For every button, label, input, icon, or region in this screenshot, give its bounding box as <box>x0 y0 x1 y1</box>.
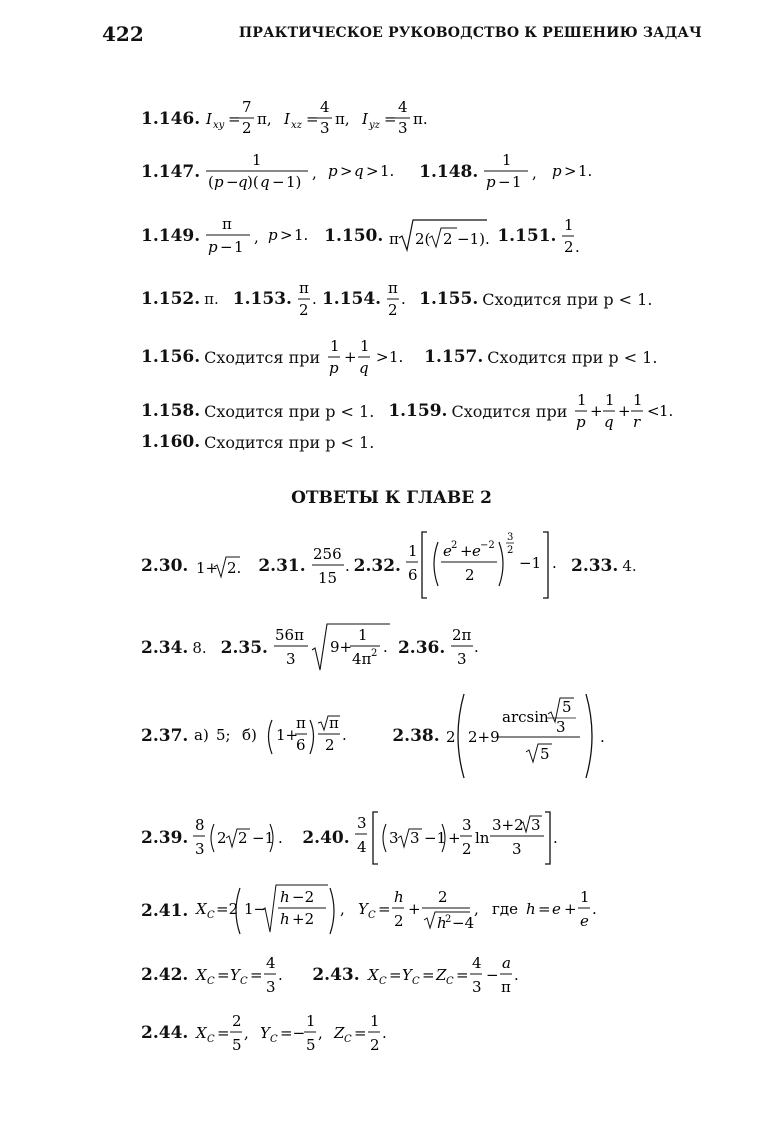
svg-text:e: e <box>442 542 452 560</box>
svg-text:2: 2 <box>242 119 252 137</box>
svg-text:1: 1 <box>512 173 522 191</box>
answer-number: 2.41. <box>141 901 189 921</box>
answer-formula <box>192 880 672 942</box>
answer-number: 2.30. <box>141 556 189 576</box>
answer-formula <box>567 390 687 432</box>
answer-formula <box>204 214 324 258</box>
svg-text:e: e <box>580 912 590 930</box>
answer-number: 2.35. <box>220 638 268 658</box>
svg-text:π: π <box>222 215 233 233</box>
answer-formula <box>192 812 302 864</box>
answer-2-39-2-40 <box>141 808 574 868</box>
svg-text:9+: 9+ <box>329 638 353 656</box>
svg-text:p: p <box>208 238 218 256</box>
svg-text:3: 3 <box>506 532 514 543</box>
answer-2-44 <box>141 1010 452 1056</box>
svg-text:>: > <box>340 162 353 180</box>
svg-text:3: 3 <box>195 840 205 858</box>
answer-number: 2.38. <box>392 726 440 746</box>
svg-text:1: 1 <box>370 1012 380 1030</box>
svg-text:C: C <box>378 976 387 987</box>
answer-formula <box>444 690 624 782</box>
answer-number: 1.147. <box>141 162 201 182</box>
answer-formula <box>272 620 398 676</box>
svg-text:15: 15 <box>317 569 337 587</box>
svg-text:=: = <box>538 900 551 918</box>
svg-text:Y: Y <box>401 966 412 984</box>
svg-text:1: 1 <box>577 391 587 409</box>
svg-text:6: 6 <box>296 736 306 754</box>
svg-text:+: + <box>408 900 421 918</box>
svg-text:(: ( <box>208 173 215 191</box>
answer-formula <box>310 531 354 601</box>
svg-text:>: > <box>366 162 379 180</box>
svg-text:−1: −1 <box>423 829 446 847</box>
svg-text:3: 3 <box>471 978 482 996</box>
svg-text:xz: xz <box>291 120 303 131</box>
svg-text:π: π <box>388 279 398 297</box>
answer-2-41 <box>141 880 672 942</box>
svg-text:1: 1 <box>360 337 370 355</box>
answer-number: 1.156. <box>141 347 201 367</box>
answer-number: 1.148. <box>419 162 479 182</box>
svg-text:1.: 1. <box>389 348 404 366</box>
answer-value: 4. <box>622 557 637 575</box>
svg-text:2: 2 <box>564 238 575 256</box>
answer-1-156-1-157 <box>141 336 657 378</box>
answer-text: Сходится при p < 1. <box>487 347 658 367</box>
svg-text:.: . <box>592 900 598 918</box>
svg-text:=: = <box>421 966 435 984</box>
answer-formula <box>192 690 392 782</box>
svg-text:1: 1 <box>580 888 590 906</box>
svg-text:h: h <box>437 914 447 932</box>
answer-number: 1.154. <box>321 289 382 309</box>
answer-formula <box>387 214 497 258</box>
svg-text:.: . <box>401 290 406 308</box>
svg-text:а): а) <box>194 726 210 744</box>
svg-text:.: . <box>474 638 480 656</box>
answer-1-146 <box>141 100 534 138</box>
svg-text:π,: π, <box>257 110 272 128</box>
svg-text:,: , <box>474 900 480 918</box>
svg-text:2.: 2. <box>227 559 242 577</box>
answer-formula <box>320 336 410 378</box>
svg-text:.: . <box>382 1024 388 1042</box>
svg-text:4: 4 <box>356 838 367 856</box>
svg-text:−1: −1 <box>518 554 542 572</box>
svg-text:.: . <box>513 966 519 984</box>
answer-value: 8. <box>192 639 207 657</box>
svg-text:q: q <box>354 162 364 180</box>
svg-text:2: 2 <box>232 1012 242 1030</box>
svg-text:I: I <box>284 110 291 128</box>
svg-text:1+: 1+ <box>276 726 299 744</box>
svg-text:π: π <box>389 230 400 248</box>
svg-text:4: 4 <box>320 100 330 116</box>
svg-text:X: X <box>196 900 208 918</box>
answer-1-152-1-155 <box>141 278 652 320</box>
svg-text:p: p <box>552 162 562 180</box>
svg-text:2: 2 <box>438 888 448 906</box>
svg-text:=2: =2 <box>216 900 239 918</box>
svg-text:5: 5 <box>232 1036 242 1054</box>
svg-text:1: 1 <box>234 238 244 256</box>
svg-text:3: 3 <box>457 650 467 668</box>
svg-text:2: 2 <box>217 829 227 847</box>
svg-text:C: C <box>207 976 215 987</box>
svg-text:−1: −1 <box>252 829 275 847</box>
svg-text:Y: Y <box>230 966 241 984</box>
svg-text:e: e <box>471 542 481 560</box>
svg-text:−: − <box>226 173 239 191</box>
answer-formula <box>449 620 483 676</box>
svg-text:π: π <box>296 714 307 732</box>
svg-text:.: . <box>278 829 284 847</box>
svg-text:π.: π. <box>413 110 428 128</box>
svg-text:π,: π, <box>335 110 350 128</box>
svg-text:<: < <box>647 402 661 420</box>
svg-text:1: 1 <box>306 1012 316 1030</box>
svg-text:C: C <box>240 976 248 987</box>
answer-number: 2.40. <box>302 828 350 848</box>
answer-2-42-2-43 <box>141 952 564 998</box>
svg-text:X: X <box>367 966 379 984</box>
svg-text:Z: Z <box>334 1024 345 1042</box>
svg-text:−: − <box>498 173 511 191</box>
svg-text:=: = <box>217 966 230 984</box>
svg-text:=: = <box>388 966 402 984</box>
svg-text:.: . <box>551 554 557 572</box>
svg-text:5;: 5; <box>216 726 231 744</box>
svg-text:3: 3 <box>555 718 566 736</box>
svg-text:C: C <box>270 1034 278 1045</box>
svg-text:q: q <box>260 173 270 191</box>
answer-formula <box>364 952 564 998</box>
svg-text:3: 3 <box>511 840 522 858</box>
answer-number: 1.146. <box>141 109 201 129</box>
svg-text:1: 1 <box>252 152 262 169</box>
svg-text:2: 2 <box>445 914 452 925</box>
svg-text:>: > <box>564 162 577 180</box>
answer-value: π. <box>204 290 219 308</box>
svg-text:2(: 2( <box>415 230 431 248</box>
svg-text:q: q <box>359 359 369 377</box>
answer-formula <box>296 278 322 320</box>
svg-text:56π: 56π <box>274 626 304 644</box>
svg-text:3+2: 3+2 <box>491 816 524 834</box>
answer-number: 2.37. <box>141 726 189 746</box>
svg-text:3: 3 <box>285 650 296 668</box>
answer-formula <box>482 152 622 192</box>
svg-text:π: π <box>329 714 340 732</box>
svg-text:π: π <box>298 279 309 297</box>
svg-text:h: h <box>394 888 404 906</box>
svg-text:=: = <box>354 1024 367 1042</box>
svg-text:=: = <box>378 900 391 918</box>
svg-text:1.: 1. <box>659 402 674 420</box>
svg-text:2: 2 <box>461 840 472 858</box>
answer-number: 1.152. <box>141 289 201 309</box>
answer-number: 2.32. <box>353 556 401 576</box>
svg-text:+: + <box>459 542 473 560</box>
answer-1-147-1-148 <box>141 152 622 192</box>
svg-text:h: h <box>280 910 290 928</box>
answer-formula <box>192 952 312 998</box>
svg-text:−: − <box>220 238 233 256</box>
svg-text:>: > <box>376 348 389 366</box>
svg-text:1: 1 <box>502 152 512 169</box>
svg-text:π: π <box>500 978 511 996</box>
svg-text:p: p <box>328 162 338 180</box>
svg-text:+: + <box>590 402 604 420</box>
svg-text:4: 4 <box>266 954 276 972</box>
svg-text:−: − <box>485 966 499 984</box>
svg-text:б): б) <box>242 726 258 744</box>
svg-text:4: 4 <box>471 954 482 972</box>
svg-text:1: 1 <box>605 391 615 409</box>
svg-text:,: , <box>340 900 346 918</box>
svg-text:h: h <box>280 888 290 906</box>
svg-text:−: − <box>272 173 285 191</box>
svg-text:где: где <box>492 900 519 918</box>
svg-text:7: 7 <box>242 100 252 116</box>
svg-text:1.: 1. <box>578 162 593 180</box>
svg-text:,: , <box>532 164 538 182</box>
svg-text:2: 2 <box>325 736 335 754</box>
svg-text:6: 6 <box>407 566 418 584</box>
svg-text:3: 3 <box>388 829 399 847</box>
svg-text:1: 1 <box>633 391 643 409</box>
answer-number: 1.158. <box>141 401 201 421</box>
svg-text:a: a <box>501 954 511 972</box>
page-number: 422 <box>102 22 144 46</box>
svg-text:=: = <box>217 1024 230 1042</box>
answer-2-37-2-38 <box>141 690 624 782</box>
answer-formula <box>560 214 590 258</box>
svg-text:=: = <box>228 110 241 128</box>
svg-text:2: 2 <box>506 545 514 556</box>
svg-text:xy: xy <box>213 120 225 131</box>
svg-text:.: . <box>552 829 558 847</box>
answer-number: 2.36. <box>397 638 446 658</box>
svg-text:h: h <box>526 900 536 918</box>
svg-text:ln: ln <box>474 829 490 847</box>
svg-text:=: = <box>306 110 319 128</box>
answer-formula <box>192 531 258 601</box>
answer-formula <box>354 808 574 868</box>
answer-number: 1.149. <box>141 226 201 246</box>
answer-1-149-1-151 <box>141 214 590 258</box>
svg-text:Y: Y <box>358 900 369 918</box>
svg-text:3: 3 <box>356 814 367 832</box>
svg-text:I: I <box>206 110 213 128</box>
svg-text:+: + <box>618 402 632 420</box>
svg-text:e: e <box>552 900 562 918</box>
answer-number: 1.155. <box>419 289 479 309</box>
svg-text:1: 1 <box>330 337 340 355</box>
svg-text:+: + <box>564 900 577 918</box>
answer-formula <box>405 528 571 604</box>
answer-number: 2.34. <box>141 638 189 658</box>
svg-text:r: r <box>633 413 641 431</box>
running-title: ПРАКТИЧЕСКОЕ РУКОВОДСТВО К РЕШЕНИЮ ЗАДАЧ <box>238 25 702 41</box>
svg-text:2+9: 2+9 <box>467 728 500 746</box>
svg-text:.: . <box>342 726 348 744</box>
svg-text:1: 1 <box>407 542 418 560</box>
svg-text:.: . <box>278 966 284 984</box>
svg-text:p: p <box>576 413 587 431</box>
svg-text:,: , <box>244 1024 250 1042</box>
svg-text:,: , <box>318 1024 324 1042</box>
svg-text:.: . <box>382 638 388 656</box>
svg-text:=: = <box>455 966 469 984</box>
svg-text:C: C <box>207 910 215 921</box>
svg-text:>: > <box>280 226 293 244</box>
svg-text:p: p <box>486 173 496 191</box>
answer-number: 1.160. <box>141 432 201 452</box>
svg-text:C: C <box>445 976 454 987</box>
answer-text: Сходится при <box>451 401 568 421</box>
svg-text:p: p <box>268 226 278 244</box>
svg-text:2: 2 <box>443 230 453 248</box>
answer-2-34-2-36 <box>141 620 483 676</box>
svg-text:C: C <box>344 1034 352 1045</box>
answer-number: 2.42. <box>141 965 189 985</box>
svg-text:2: 2 <box>394 912 404 930</box>
svg-text:2: 2 <box>298 301 309 319</box>
section-title: ОТВЕТЫ К ГЛАВЕ 2 <box>291 488 492 508</box>
answer-number: 1.159. <box>388 401 448 421</box>
answer-number: 2.31. <box>258 556 306 576</box>
answer-1-160 <box>141 432 374 452</box>
svg-text:arcsin: arcsin <box>501 708 549 726</box>
svg-text:−2: −2 <box>479 540 495 551</box>
svg-text:=−: =− <box>280 1024 306 1042</box>
svg-text:2: 2 <box>450 540 458 551</box>
svg-text:1: 1 <box>357 626 368 644</box>
svg-text:2: 2 <box>238 829 248 847</box>
page-header <box>102 22 702 46</box>
svg-text:8: 8 <box>195 816 205 834</box>
svg-text:2: 2 <box>445 728 456 746</box>
svg-text:I: I <box>362 110 369 128</box>
answer-text: Сходится при p < 1. <box>204 432 375 452</box>
answer-1-158-1-159 <box>141 390 687 432</box>
svg-text:.: . <box>599 728 605 746</box>
svg-text:Y: Y <box>260 1024 271 1042</box>
svg-text:X: X <box>196 966 208 984</box>
svg-text:3: 3 <box>530 816 541 834</box>
svg-text:1+: 1+ <box>196 559 219 577</box>
svg-text:C: C <box>368 910 376 921</box>
svg-text:2: 2 <box>388 301 398 319</box>
svg-text:2: 2 <box>464 566 475 584</box>
svg-text:1.: 1. <box>380 162 395 180</box>
svg-text:3: 3 <box>461 816 472 834</box>
answer-number: 2.43. <box>312 965 360 985</box>
svg-text:3: 3 <box>409 829 420 847</box>
answer-formula <box>192 1010 452 1056</box>
svg-text:q: q <box>604 413 615 431</box>
svg-text:3: 3 <box>320 119 330 137</box>
svg-text:C: C <box>411 976 420 987</box>
svg-text:+: + <box>344 348 357 366</box>
svg-text:)(: )( <box>247 173 259 191</box>
answer-text: Сходится при p < 1. <box>204 401 375 421</box>
svg-text:,: , <box>254 228 259 246</box>
svg-text:2: 2 <box>370 1036 380 1054</box>
answer-number: 1.157. <box>424 347 484 367</box>
svg-text:+2: +2 <box>292 910 315 928</box>
svg-text:1.: 1. <box>294 226 309 244</box>
answer-number: 2.39. <box>141 828 189 848</box>
answer-text: Сходится при <box>204 347 321 367</box>
svg-text:5: 5 <box>539 745 550 763</box>
svg-text:−1).: −1). <box>457 230 491 248</box>
answer-number: 1.150. <box>324 226 384 246</box>
answer-text: Сходится при p < 1. <box>482 289 653 309</box>
answer-number: 2.33. <box>570 556 619 576</box>
svg-text:1: 1 <box>564 216 575 234</box>
answer-number: 2.44. <box>141 1023 189 1043</box>
svg-text:p: p <box>214 173 224 191</box>
svg-text:C: C <box>207 1034 215 1045</box>
svg-text:2: 2 <box>370 648 378 659</box>
svg-text:p: p <box>329 359 339 377</box>
svg-text:Z: Z <box>435 966 447 984</box>
svg-text:−4: −4 <box>452 914 475 932</box>
svg-text:+: + <box>447 829 461 847</box>
svg-text:3: 3 <box>266 978 276 996</box>
answer-formula <box>385 278 411 320</box>
svg-text:5: 5 <box>306 1036 316 1054</box>
svg-text:q: q <box>238 173 248 191</box>
svg-text:256: 256 <box>312 545 342 563</box>
svg-text:4: 4 <box>398 100 408 116</box>
svg-text:5: 5 <box>561 698 572 716</box>
answer-number: 1.153. <box>232 289 292 309</box>
svg-text:=: = <box>250 966 263 984</box>
svg-text:4π: 4π <box>351 650 372 668</box>
svg-text:X: X <box>196 1024 208 1042</box>
answer-formula <box>204 152 419 192</box>
svg-text:,: , <box>312 164 317 182</box>
svg-text:yz: yz <box>369 120 381 131</box>
answer-formula <box>204 100 534 138</box>
svg-text:=: = <box>384 110 397 128</box>
svg-text:3: 3 <box>398 119 408 137</box>
svg-text:−2: −2 <box>292 888 315 906</box>
svg-text:1−: 1− <box>244 900 267 918</box>
svg-text:.: . <box>575 238 581 256</box>
answer-number: 1.151. <box>497 226 557 246</box>
answer-2-30-2-33 <box>141 528 637 604</box>
svg-text:1): 1) <box>286 173 302 191</box>
svg-text:.: . <box>311 290 317 308</box>
svg-text:2π: 2π <box>452 626 472 644</box>
svg-text:.: . <box>344 557 350 575</box>
